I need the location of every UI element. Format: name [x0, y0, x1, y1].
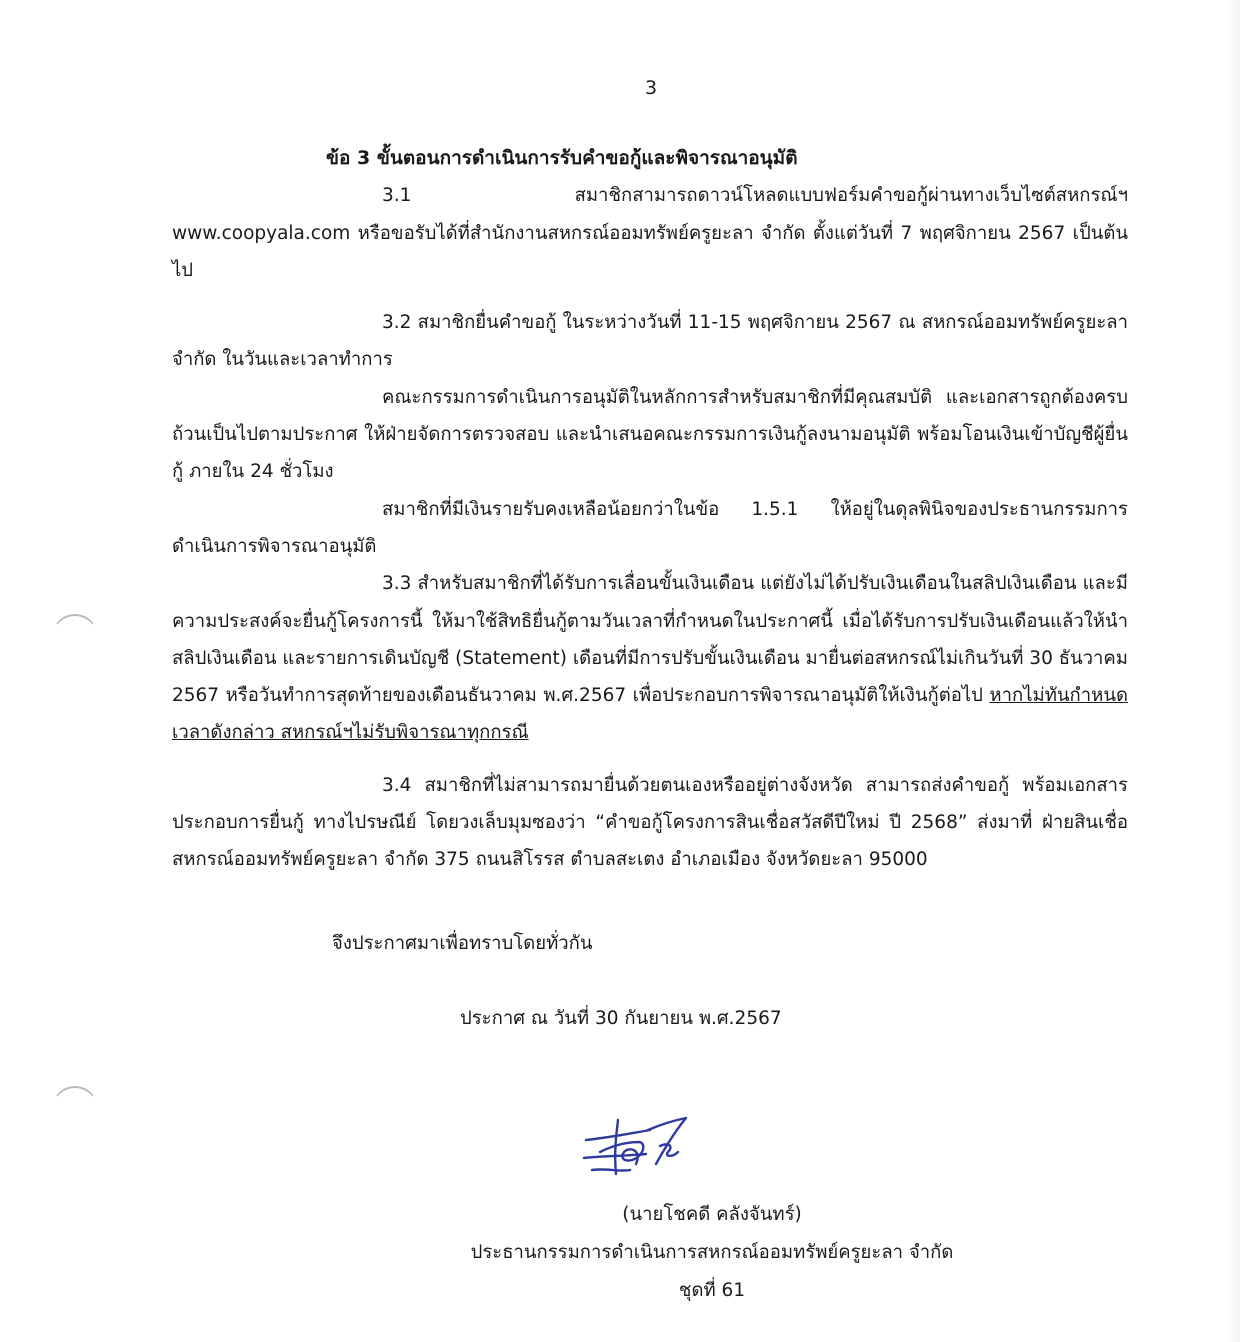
paragraph-3-1: 3.1 สมาชิกสามารถดาวน์โหลดแบบฟอร์มคำขอกู้ผ่านทางเว็บไซต์สหกรณ์ฯ www.coopyala.com หรือขอรับได้ที่สำนักงานสหกรณ์ออมทรัพย์ครูยะลา จำกัด ตั้งแต่วันที่ 7 พฤศจิกายน 2567 เป็นต้นไป	[172, 185, 1128, 281]
document-copy-number: ชุดที่ 61	[678, 1280, 746, 1301]
paragraph-committee-approval: คณะกรรมการดำเนินการอนุมัติในหลักการสำหรับสมาชิกที่มีคุณสมบัติ และเอกสารถูกต้องครบถ้วนเป็นไปตามประกาศ ให้ฝ่ายจัดการตรวจสอบ และนำเสนอคณะกรรมการเงินกู้ลงนามอนุมัติ พร้อมโอนเงินเข้าบัญชีผู้ยื่นกู้ ภายใน 24 ชั่วโมง	[172, 386, 1128, 483]
signer-name: (นายโชคดี คลังจันทร์)	[622, 1204, 802, 1225]
announcement-date: ประกาศ ณ วันที่ 30 กันยายน พ.ศ.2567	[460, 1007, 782, 1029]
handwritten-signature-icon	[576, 1112, 694, 1186]
punch-hole-icon	[52, 1086, 98, 1133]
section-heading: ข้อ 3 ขั้นตอนการดำเนินการรับคำขอกู้และพิจารณาอนุมัติ	[326, 147, 798, 169]
document-body	[172, 140, 1128, 1037]
announcement-line: จึงประกาศมาเพื่อทราบโดยทั่วกัน	[332, 932, 593, 954]
signer-title: ประธานกรรมการดำเนินการสหกรณ์ออมทรัพย์ครูยะลา จำกัด	[470, 1242, 954, 1263]
signer-block	[172, 1196, 1128, 1310]
paragraph-3-3-deadline-warning: หากไม่ทันกำหนดเวลาดังกล่าว สหกรณ์ฯไม่รับพิจารณาทุกกรณี	[172, 685, 1128, 744]
paragraph-3-3-text: 3.3 สำหรับสมาชิกที่ได้รับการเลื่อนขั้นเงินเดือน แต่ยังไม่ได้ปรับเงินเดือนในสลิปเงินเดือน และมีความประสงค์จะยื่นกู้โครงการนี้ ให้มาใช้สิทธิยื่นกู้ตามวันเวลาที่กำหนดในประกาศนี้ เมื่อได้รับการปรับเงินเดือนแล้วให้นำสลิปเงินเดือน และรายการเดินบัญชี (Statement) เดือนที่มีการปรับขั้นเงินเดือน มายื่นต่อสหกรณ์ไม่เกินวันที่ 30 ธันวาคม 2567 หรือวันทำการสุดท้ายของเดือนธันวาคม พ.ศ.2567 เพื่อประกอบการพิจารณาอนุมัติให้เงินกู้ต่อไป	[172, 573, 1129, 707]
punch-hole-icon	[52, 614, 98, 661]
paragraph-3-2: 3.2 สมาชิกยื่นคำขอกู้ ในระหว่างวันที่ 11-15 พฤศจิกายน 2567 ณ สหกรณ์ออมทรัพย์ครูยะลา จำกัด ในวันและเวลาทำการ	[172, 312, 1128, 371]
paragraph-3-4: 3.4 สมาชิกที่ไม่สามารถมายื่นด้วยตนเองหรืออยู่ต่างจังหวัด สามารถส่งคำขอกู้ พร้อมเอกสารประกอบการยื่นกู้ ทางไปรษณีย์ โดยวงเล็บมุมซองว่า “คำขอกู้โครงการสินเชื่อสวัสดีปีใหม่ ปี 2568” ส่งมาที่ ฝ่ายสินเชื่อสหกรณ์ออมทรัพย์ครูยะลา จำกัด 375 ถนนสิโรรส ตำบลสะเตง อำเภอเมือง จังหวัดยะลา 95000	[172, 774, 1128, 871]
paragraph-remaining-income: สมาชิกที่มีเงินรายรับคงเหลือน้อยกว่าในข้อ 1.5.1 ให้อยู่ในดุลพินิจของประธานกรรมการดำเนินการพิจารณาอนุมัติ	[172, 498, 1128, 557]
page-number: 3	[644, 77, 658, 99]
page-edge-shadow	[1226, 0, 1240, 1342]
paragraph-3-3	[172, 565, 1128, 751]
